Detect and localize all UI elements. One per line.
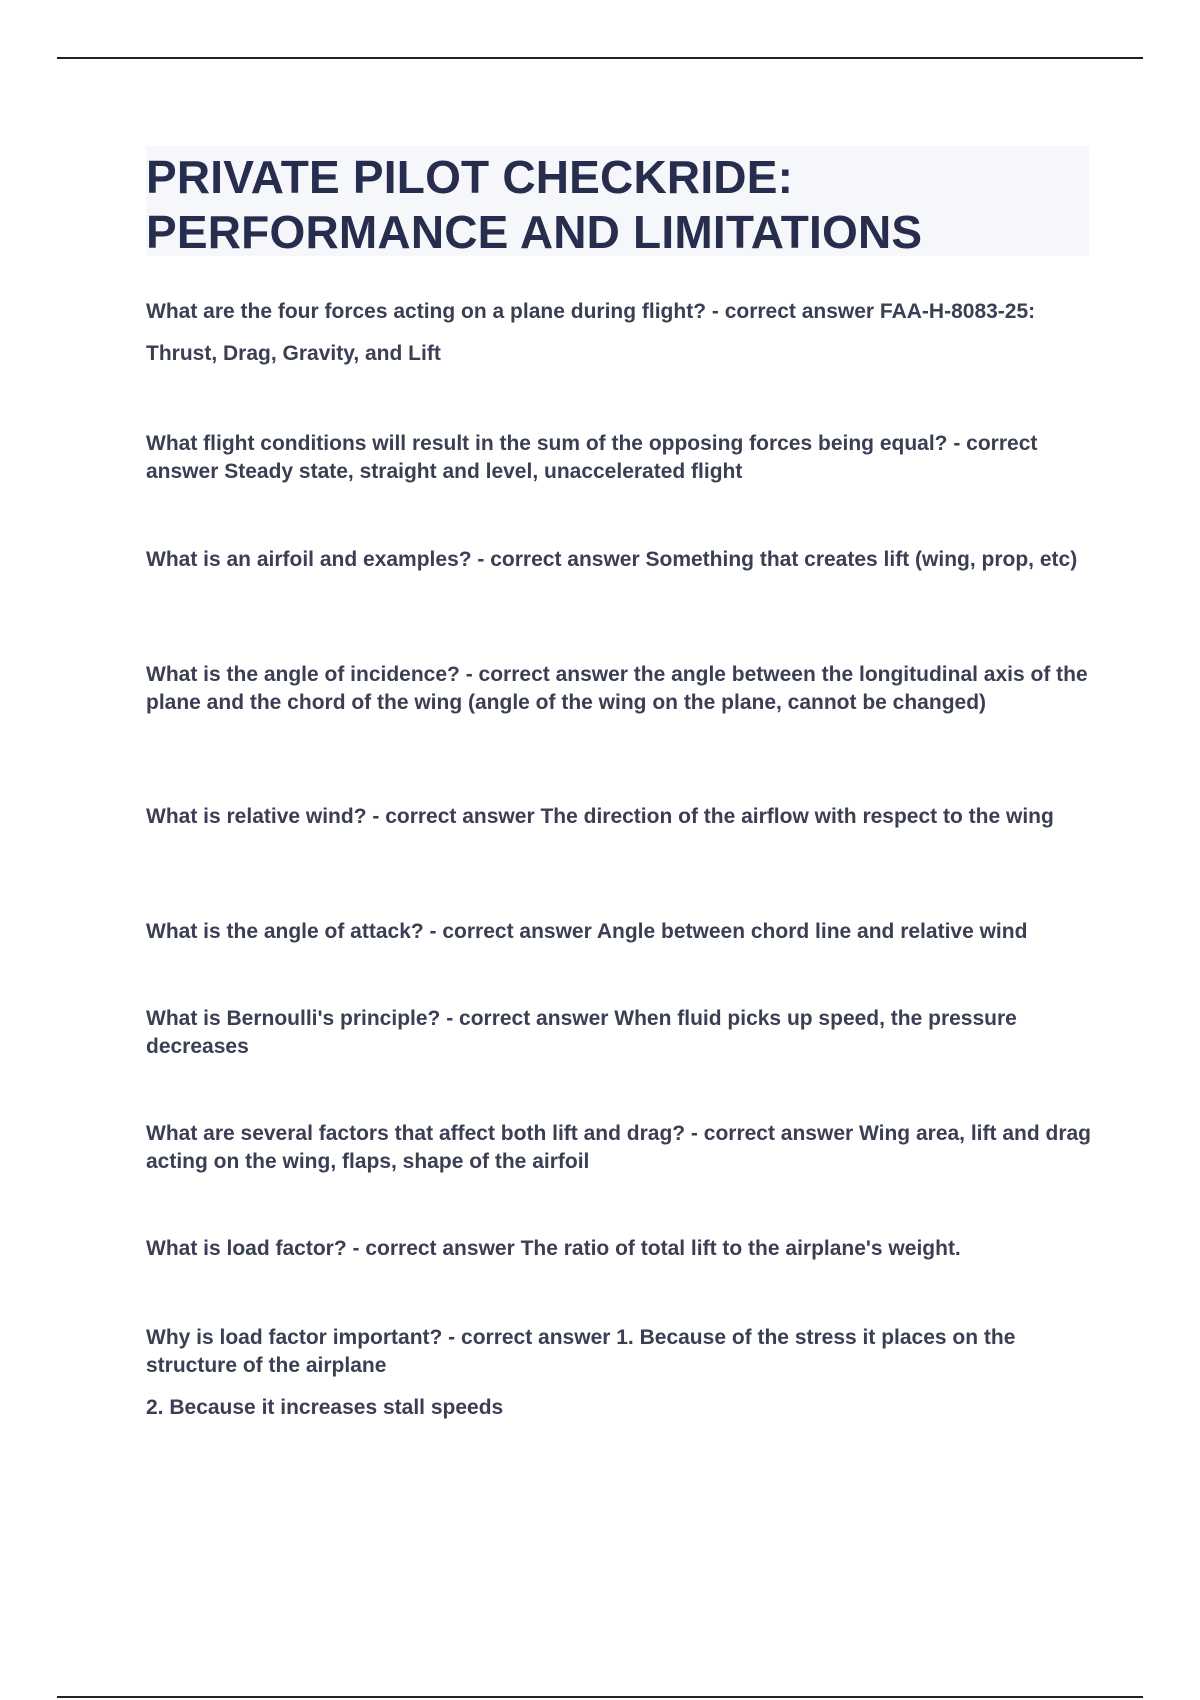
- qa-text: What is load factor? - correct answer The ratio of total lift to the airplane's weight.: [146, 1237, 961, 1260]
- top-rule: [57, 57, 1143, 59]
- qa-item-4: [146, 661, 1091, 717]
- qa-item-1: [146, 298, 1091, 368]
- qa-item-9: [146, 1235, 1091, 1263]
- title-banner: [146, 146, 1089, 256]
- qa-text: What is the angle of attack? - correct answer Angle between chord line and relative wind: [146, 920, 1028, 943]
- qa-text: Why is load factor important? - correct answer 1. Because of the stress it places on the structure of the airplane: [146, 1326, 1016, 1377]
- qa-text: What is Bernoulli's principle? - correct answer When fluid picks up speed, the pressure decreases: [146, 1007, 1017, 1058]
- qa-item-7: [146, 1005, 1091, 1061]
- qa-item-10: [146, 1324, 1091, 1422]
- bottom-rule: [57, 1696, 1143, 1698]
- qa-item-6: [146, 918, 1091, 946]
- qa-extra: 2. Because it increases stall speeds: [146, 1396, 504, 1419]
- qa-text: What is an airfoil and examples? - correct answer Something that creates lift (wing, prop, etc): [146, 548, 1078, 571]
- qa-text: What are several factors that affect both lift and drag? - correct answer Wing area, lift and drag acting on the wing, flaps, shape of the airfoil: [146, 1122, 1092, 1173]
- qa-text: What are the four forces acting on a plane during flight? - correct answer FAA-H-8083-25:: [146, 300, 1036, 323]
- qa-text: What flight conditions will result in the sum of the opposing forces being equal? - correct answer Steady state, straight and level, unaccelerated flight: [146, 432, 1038, 483]
- qa-item-3: [146, 546, 1091, 574]
- qa-item-2: [146, 430, 1091, 486]
- qa-item-5: [146, 803, 1091, 831]
- qa-item-8: [146, 1120, 1091, 1176]
- qa-extra: Thrust, Drag, Gravity, and Lift: [146, 342, 441, 365]
- page-title: PRIVATE PILOT CHECKRIDE: PERFORMANCE AND LIMITATIONS: [146, 151, 923, 258]
- qa-text: What is the angle of incidence? - correct answer the angle between the longitudinal axis of the plane and the chord of the wing (angle of the wing on the plane, cannot be changed): [146, 663, 1088, 714]
- qa-text: What is relative wind? - correct answer The direction of the airflow with respect to the wing: [146, 805, 1054, 828]
